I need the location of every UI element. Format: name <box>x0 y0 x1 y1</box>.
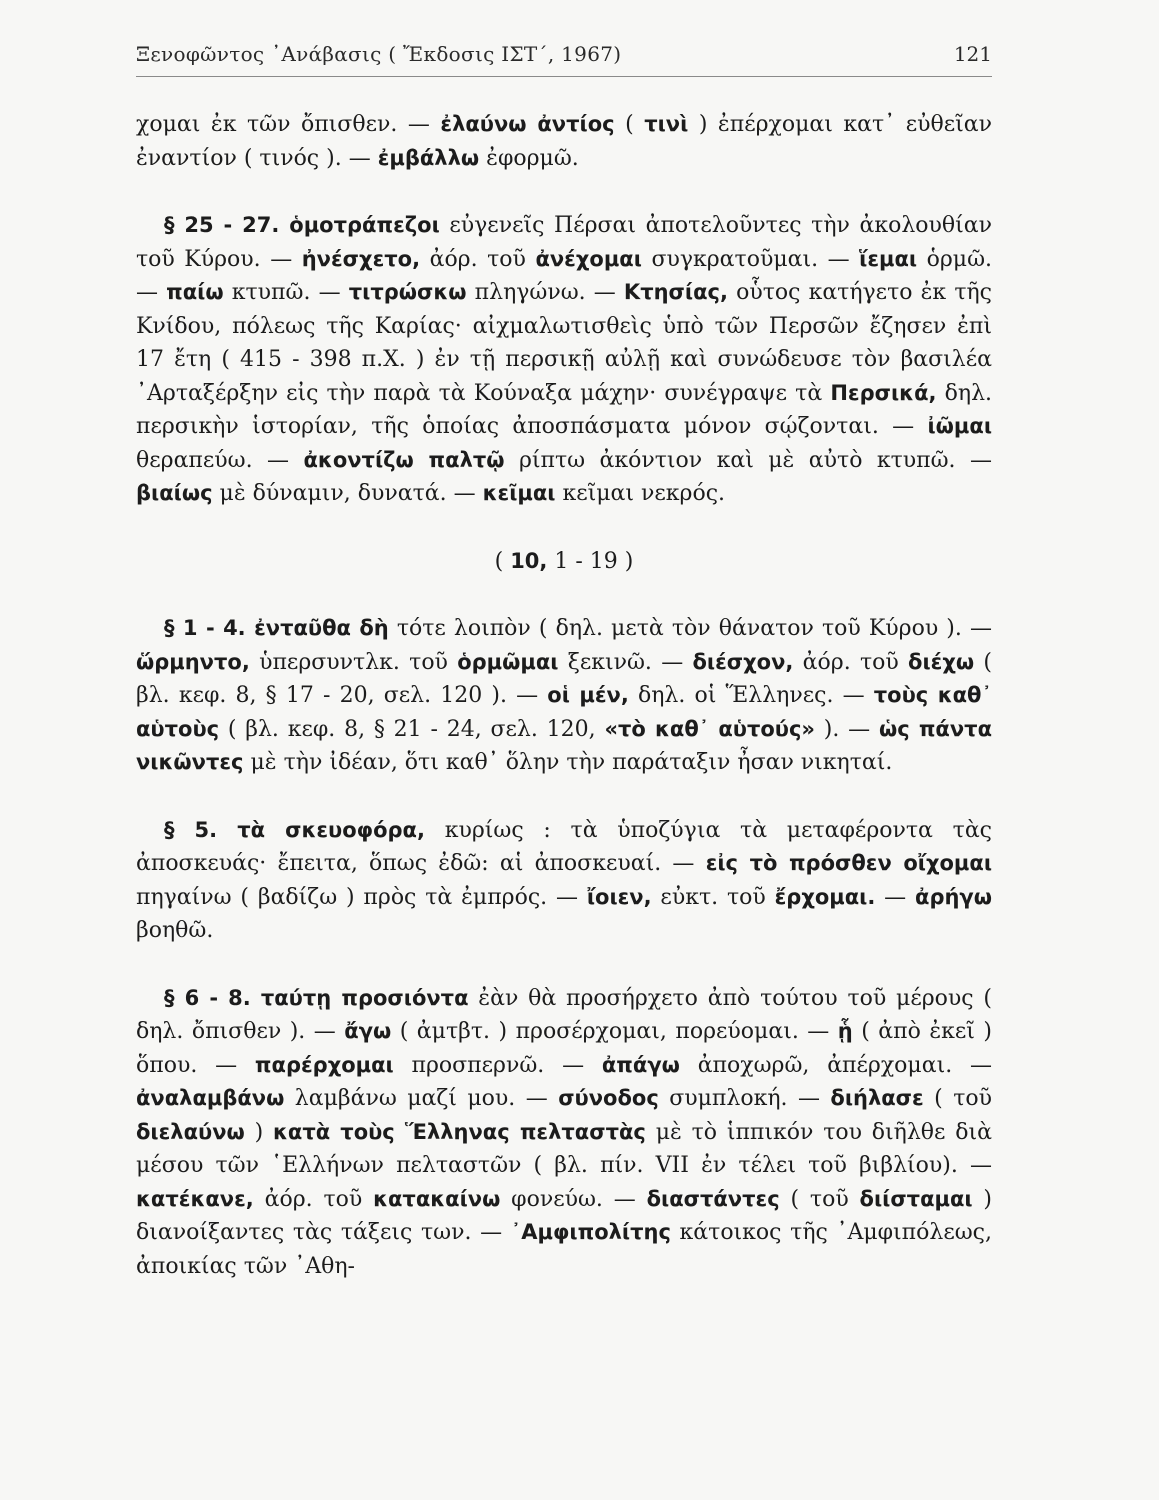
text-run: κεῖμαι νεκρός. <box>555 481 726 506</box>
text-run: δηλ. οἱ Ἕλληνες. — <box>628 683 874 708</box>
text-run: μὲ τὸ ἱππικόν του διῆλθε διὰ μέσου τῶν ῾Ελλήνων πελταστῶν ( βλ. πίν. VII ἐν τέλει τοῦ βιβλίου). — <box>136 1119 992 1178</box>
lemma: ἰῶμαι <box>927 414 992 438</box>
text-run: ἐὰν θὰ προσήρχετο ἀπὸ τούτου τοῦ μέρους ( δηλ. ὄπισθεν ). — <box>136 985 992 1044</box>
lemma: διαστάντες <box>646 1186 780 1211</box>
lemma: ὥρμηντο, <box>136 649 250 674</box>
lemma: ὁρμῶμαι <box>457 649 559 674</box>
text-run: ἀόρ. τοῦ <box>253 1186 374 1212</box>
text-run: 1 - 19 ) <box>547 548 634 574</box>
text-run: ὁρμῶ. — <box>136 246 993 305</box>
lemma: διελαύνω <box>136 1119 245 1144</box>
paragraph-section-25-27 <box>136 209 992 511</box>
paragraph-section-1-4 <box>136 612 992 780</box>
lemma: ἀκοντίζω παλτῷ <box>303 447 505 472</box>
paragraph-gap <box>136 175 992 209</box>
lemma: ἐμβάλλω <box>377 145 480 170</box>
text-run: ἐφορμῶ. <box>479 145 579 171</box>
lemma: διήλασε <box>830 1086 924 1110</box>
text-run: ( <box>614 112 645 137</box>
text-run: ἀόρ. τοῦ <box>793 649 909 675</box>
text-run: μὲ τὴν ἰδέαν, ὅτι καθ᾿ ὅλην τὴν παράταξιν ἦσαν νικηταί. <box>243 750 893 775</box>
lemma: ἄγω <box>344 1019 392 1043</box>
text-run: ( ἀμτβτ. ) προσέρχομαι, πορεύομαι. — <box>391 1019 838 1044</box>
text-run: εὐγενεῖς Πέρσαι ἀποτελοῦντες τὴν ἀκολουθίαν τοῦ Κύρου. — <box>136 213 992 272</box>
chapter-heading <box>136 545 992 579</box>
text-run: κυρίως : τὰ ὑποζύγια τὰ μεταφέροντα τὰς ἀποσκευάς· ἔπειτα, ὅπως ἐδῶ: αἱ ἀποσκευαί. — <box>136 817 992 876</box>
text-run: κάτοικος τῆς ᾿Αμφιπόλεως, ἀποικίας τῶν ᾿Αθη- <box>136 1220 992 1279</box>
text-run: θεραπεύω. — <box>136 447 304 473</box>
lemma: ἀνέχομαι <box>535 246 642 271</box>
text-run: βοηθῶ. <box>136 918 214 943</box>
lemma: κατακαίνω <box>373 1186 501 1211</box>
text-run: φονεύω. — <box>500 1186 647 1212</box>
text-run: τότε λοιπὸν ( δηλ. μετὰ τὸν θάνατον τοῦ Κύρου ). — <box>388 616 992 641</box>
text-run: οὗτος κατήγετο ἐκ τῆς Κνίδου, πόλεως τῆς Καρίας· αἰχμαλωτισθεὶς ὑπὸ τῶν Περσῶν ἔζησεν ἐπὶ 17 ἔτη ( 415 - 398 π.Χ. ) ἐν τῇ περσικῇ αὐλῇ καὶ συνώδευσε τὸν βασιλέα ᾿Αρταξέρξην εἰς τὴν παρὰ τὰ Κούναξα μάχην· συνέγραψε τὰ <box>136 280 992 406</box>
text-run: ) διανοίξαντες τὰς τάξεις των. — <box>136 1186 992 1245</box>
lemma: τοὺς καθ᾿ αὑτοὺς <box>136 683 992 741</box>
section-lemma: § 25 - 27. ὁμοτράπεζοι <box>164 213 440 237</box>
paragraph-gap <box>136 948 992 982</box>
lemma: ἀναλαμβάνω <box>136 1086 285 1110</box>
lemma: ἀρήγω <box>915 884 992 909</box>
text-run: πληγώνω. — <box>466 280 624 305</box>
text-run: ( τοῦ <box>923 1086 992 1111</box>
lemma: ᾗ <box>837 1019 853 1043</box>
paragraph-section-5 <box>136 814 992 948</box>
lemma: κεῖμαι <box>482 481 556 505</box>
text-run: προσπερνῶ. — <box>393 1052 602 1078</box>
text-run: συμπλοκή. — <box>658 1086 831 1111</box>
text-run: ). — <box>815 716 879 742</box>
lemma: διέσχον, <box>692 649 794 674</box>
lemma: παίω <box>166 280 224 304</box>
lemma: Περσικά, <box>830 380 937 405</box>
text-run: ξεκινῶ. — <box>558 649 693 675</box>
text-run: πηγαίνω ( βαδίζω ) πρὸς τὰ ἐμπρός. — <box>136 884 587 910</box>
lemma: ἴοιεν, <box>586 884 652 909</box>
page-number: 121 <box>953 42 992 66</box>
text-run: ( ἀπὸ ἐκεῖ ) ὅπου. — <box>136 1019 993 1078</box>
text-run: μὲ δύναμιν, δυνατά. — <box>212 481 483 506</box>
lemma: Κτησίας, <box>623 280 728 304</box>
lemma: βιαίως <box>136 481 213 505</box>
lemma: παρέρχομαι <box>254 1052 394 1077</box>
text-run: ὑπερσυντλκ. τοῦ <box>249 649 458 675</box>
paragraph-section-6-8 <box>136 982 992 1284</box>
lemma: ᾿Αμφιπολίτης <box>510 1220 671 1244</box>
text-run: ) ἐπέρχομαι κατ᾿ εὐθεῖαν ἐναντίον ( τινός ). — <box>136 112 992 171</box>
paragraph-continuation <box>136 108 992 175</box>
lemma: «τὸ καθ᾿ αὑτούς» <box>604 716 815 741</box>
text-run: ( βλ. κεφ. 8, § 21 - 24, σελ. 120, <box>219 716 605 742</box>
lemma: τινὶ <box>644 112 689 136</box>
text-run: εὐκτ. τοῦ <box>651 884 775 910</box>
text-run: ἀποχωρῶ, ἀπέρχομαι. — <box>679 1052 992 1078</box>
lemma: ἔρχομαι. <box>774 884 876 909</box>
lemma: ὡς πάντα νικῶντες <box>136 716 992 774</box>
lemma: διέχω <box>908 649 975 674</box>
lemma: ἀπάγω <box>601 1052 680 1077</box>
lemma: τιτρώσκω <box>348 280 467 304</box>
paragraph-gap <box>136 780 992 814</box>
text-run: ἀόρ. τοῦ <box>420 246 536 272</box>
text-run: κτυπῶ. — <box>223 280 349 305</box>
running-head <box>136 42 992 72</box>
paragraph-gap <box>136 511 992 545</box>
text-run: ( βλ. κεφ. 8, § 17 - 20, σελ. 120 ). — <box>136 649 992 708</box>
text-run: χομαι ἐκ τῶν ὄπισθεν. — <box>136 112 441 137</box>
text-run: ρίπτω ἀκόντιον καὶ μὲ αὐτὸ κτυπῶ. — <box>504 447 992 473</box>
text-run: ( τοῦ <box>779 1186 860 1212</box>
section-lemma: § 6 - 8. ταύτῃ προσιόντα <box>164 985 469 1010</box>
header-rule <box>136 76 992 77</box>
lemma: ἠνέσχετο, <box>301 246 421 271</box>
lemma: ἵεμαι <box>859 246 918 271</box>
section-lemma: § 5. τὰ σκευοφόρα, <box>164 817 425 842</box>
section-lemma: § 1 - 4. ἐνταῦθα δὴ <box>164 616 389 640</box>
chapter-number: 10, <box>510 548 548 573</box>
lemma: κατὰ τοὺς Ἕλληνας πελταστὰς <box>272 1119 646 1144</box>
text-run: ) <box>244 1119 273 1145</box>
text-run: ( <box>494 548 511 574</box>
text-run: — <box>875 884 916 910</box>
lemma: εἰς τὸ πρόσθεν οἴχομαι <box>705 851 992 875</box>
lemma: κατέκανε, <box>136 1186 254 1211</box>
lemma: οἱ μέν, <box>547 683 629 707</box>
book-title: Ξενοφῶντος ᾿Ανάβασις ( Ἔκδοσις ΙΣΤ΄, 1967) <box>136 42 622 66</box>
lemma: ἐλαύνω ἀντίος <box>440 112 615 136</box>
text-run: λαμβάνω μαζί μου. — <box>284 1086 559 1111</box>
lemma: διίσταμαι <box>859 1186 973 1211</box>
lemma: σύνοδος <box>558 1086 659 1110</box>
paragraph-gap <box>136 578 992 612</box>
text-run: συγκρατοῦμαι. — <box>641 246 860 272</box>
commentary-body <box>136 108 992 1283</box>
text-run: δηλ. περσικὴν ἱστορίαν, τῆς ὁποίας ἀποσπάσματα μόνον σῴζονται. — <box>136 380 992 439</box>
